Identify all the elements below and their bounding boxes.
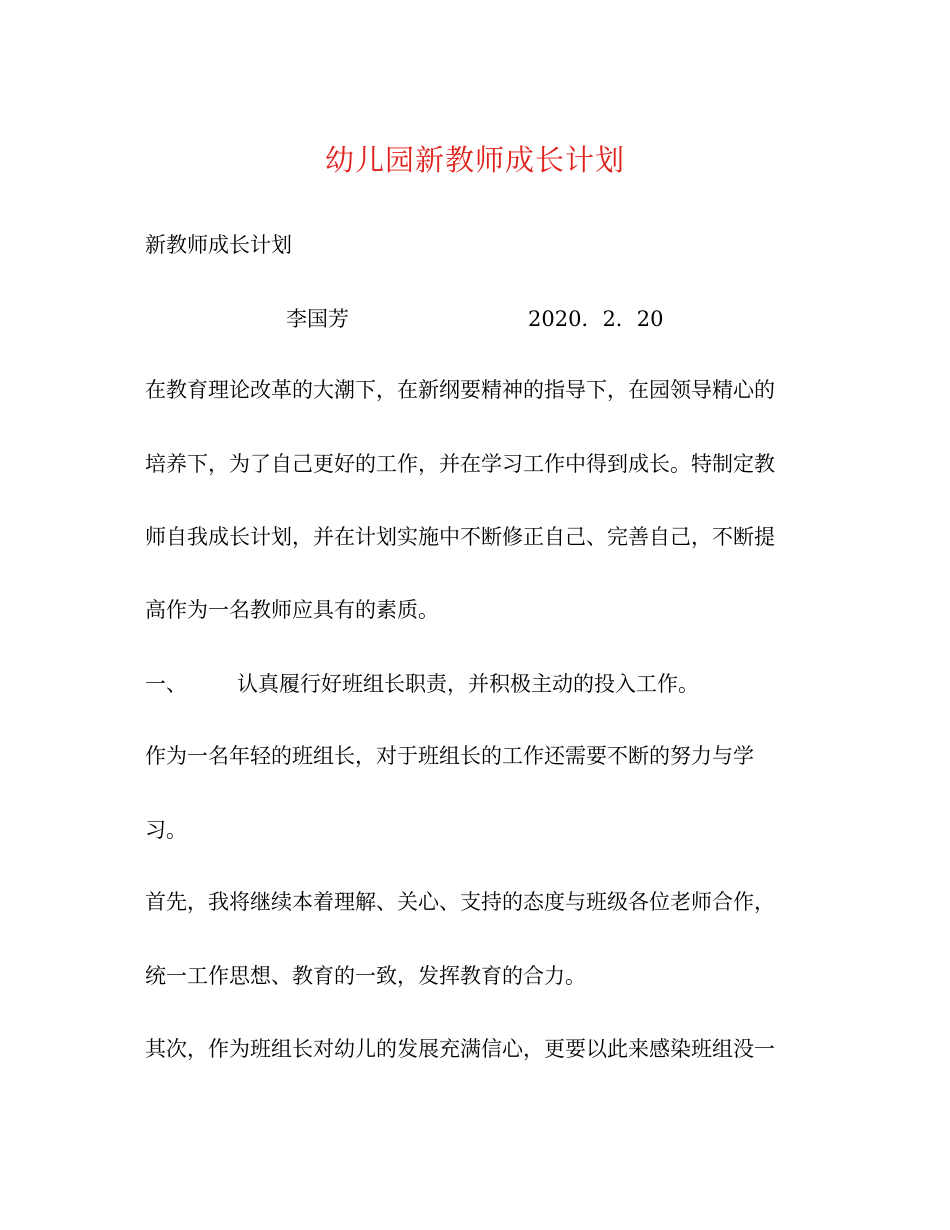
paragraph-line: 其次，作为班组长对幼儿的发展充满信心，更要以此来感染班组没一 (145, 1037, 775, 1061)
author-name: 李国芳 (286, 307, 349, 331)
subtitle: 新教师成长计划 (145, 233, 292, 257)
paragraph-line: 师自我成长计划，并在计划实施中不断修正自己、完善自己，不断提 (145, 525, 775, 549)
paragraph-line: 培养下，为了自己更好的工作，并在学习工作中得到成长。特制定教 (145, 452, 775, 476)
paragraph-line: 作为一名年轻的班组长，对于班组长的工作还需要不断的努力与学 (145, 744, 754, 768)
paragraph-line: 首先，我将继续本着理解、关心、支持的态度与班级各位老师合作， (145, 890, 775, 914)
paragraph-line: 在教育理论改革的大潮下，在新纲要精神的指导下，在园领导精心的 (145, 378, 775, 402)
paragraph-line: 统一工作思想、教育的一致，发挥教育的合力。 (145, 964, 586, 988)
section-number: 一、 (145, 672, 187, 696)
section-heading: 认真履行好班组长职责，并积极主动的投入工作。 (237, 672, 699, 696)
paragraph-line: 习。 (145, 818, 187, 842)
paragraph-line: 高作为一名教师应具有的素质。 (145, 598, 439, 622)
document-date: 2020．2．20 (528, 307, 664, 331)
document-title: 幼儿园新教师成长计划 (324, 143, 625, 177)
